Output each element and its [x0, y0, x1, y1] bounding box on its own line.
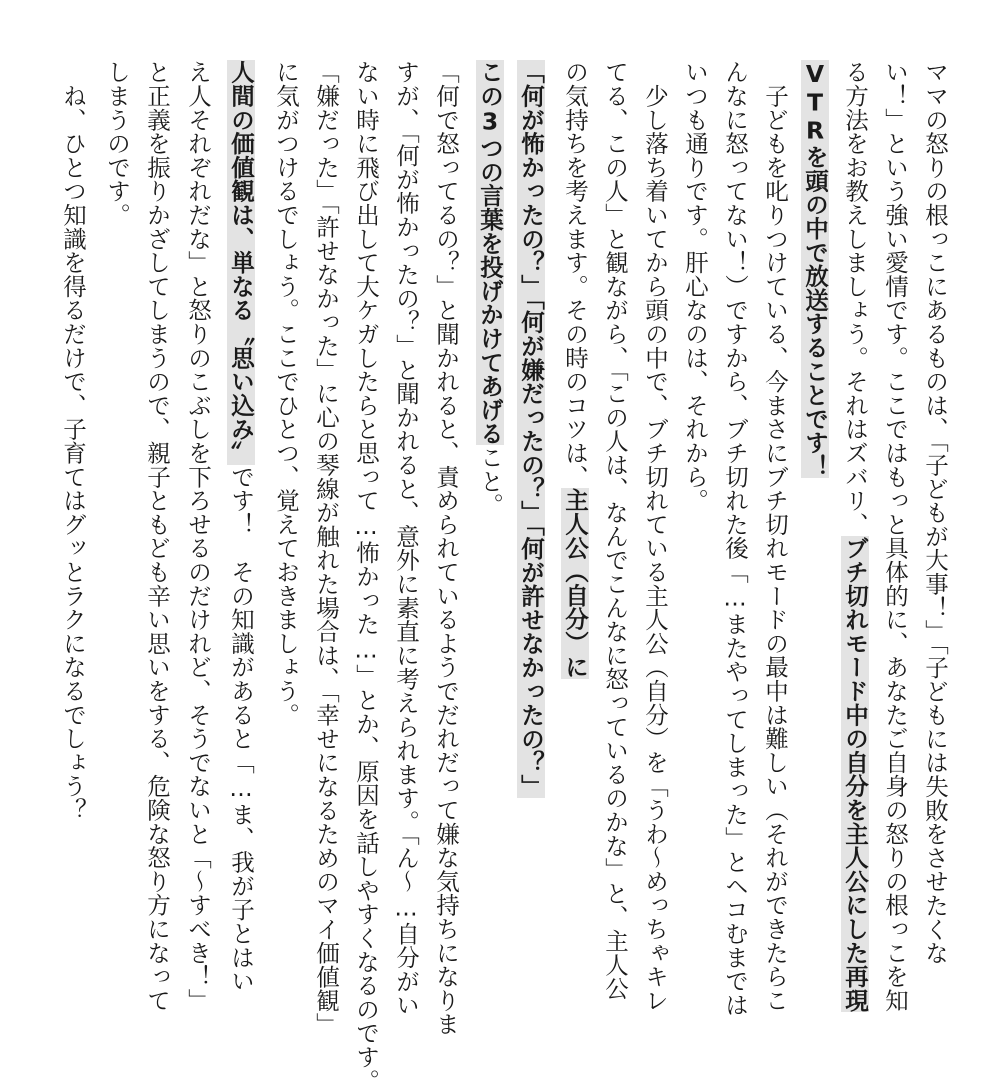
text-column	[388, 60, 424, 1017]
text-column	[55, 60, 91, 822]
text-column	[597, 60, 633, 1000]
text-column	[99, 60, 135, 227]
highlighted-text: 「何が怖かったの？」「何が嫌だったの？」「何が許せなかったの？」	[517, 60, 545, 799]
text-column	[557, 60, 593, 679]
body-text: え人それぞれだな」と怒りのこぶしを下ろせるのだけれど、そうでないと「～すべき！」	[184, 60, 212, 1012]
body-text: てる、この人」と観ながら、「この人は、なんでこんなに怒っているのかな」と、主人公	[601, 60, 629, 1001]
highlighted-text: 主人公（自分）に	[561, 488, 589, 679]
text-column	[513, 60, 549, 798]
text-column	[223, 60, 259, 993]
body-text: 「嫌だった」「許せなかった」に心の琴線が触れた場合は、「幸せになるためのマイ価値観」	[312, 60, 340, 1037]
highlighted-text: ブチ切れモード中の自分を主人公にした再現	[841, 536, 869, 1012]
highlighted-text: この3つの言葉を投げかけてあげる	[476, 60, 504, 446]
body-text: の気持ちを考えます。その時のコツは、	[561, 60, 589, 489]
text-column	[428, 60, 464, 1036]
body-text: に気がつけるでしょう。ここでひとつ、覚えておきましょう。	[272, 60, 300, 727]
highlighted-text: 人間の価値観は、単なる〝思い込み〟	[227, 60, 255, 465]
text-column	[877, 60, 913, 1012]
body-text: 子どもを叱りつけている、今まさにブチ切れモードの最中は難しい（それができたらこ	[761, 60, 789, 1012]
body-text: と正義を振りかざしてしまうので、親子ともども辛い思いをする、危険な怒り方になって	[143, 60, 171, 1012]
text-column	[348, 60, 384, 1092]
body-text: こと。	[476, 445, 504, 517]
text-column	[917, 60, 953, 965]
body-text: いつも通りです。肝心なのは、それから。	[681, 60, 709, 513]
body-text: 「何で怒ってるの？」と聞かれると、責められているようでだれだって嫌な気持ちになりま	[432, 60, 460, 1036]
body-text: 少し落ち着いてから頭の中で、ブチ切れている主人公（自分）を「うわ～めっちゃキレ	[641, 60, 669, 1012]
text-column	[797, 60, 833, 478]
text-column	[180, 60, 216, 1012]
text-column	[757, 60, 793, 1012]
body-text: すが、「何が怖かったの？」と聞かれると、意外に素直に考えられます。「ん～…自分がい	[392, 60, 420, 1017]
text-column	[717, 60, 753, 1017]
body-text: んなに怒ってない！）ですから、ブチ切れた後「…またやってしまった」とヘコむまでは	[721, 60, 749, 1017]
body-text: しまうのです。	[103, 60, 131, 227]
body-text: ない時に飛び出して大ケガしたらと思って…怖かった…」とか、原因を話しやすくなるのです。	[352, 60, 380, 1092]
text-column	[472, 60, 508, 517]
body-text: ね、ひとつ知識を得るだけで、子育てはグッとラクになるでしょう？	[59, 60, 87, 822]
body-text: ママの怒りの根っこにあるものは、「子どもが大事！」「子どもには失敗をさせたくな	[921, 60, 949, 965]
text-column	[308, 60, 344, 1036]
text-column	[637, 60, 673, 1012]
text-column	[677, 60, 713, 512]
text-column	[268, 60, 304, 726]
text-column	[139, 60, 175, 1012]
body-text: る方法をお教えしましょう。それはズバリ、	[841, 60, 869, 536]
body-text: い！」という強い愛情です。ここではもっと具体的に、あなたご自身の怒りの根っこを知	[881, 60, 909, 1012]
text-column	[837, 60, 873, 1012]
highlighted-text: VTRを頭の中で放送することです！	[801, 60, 829, 479]
body-text: です！ その知識があると「…ま、我が子とはい	[227, 464, 255, 993]
